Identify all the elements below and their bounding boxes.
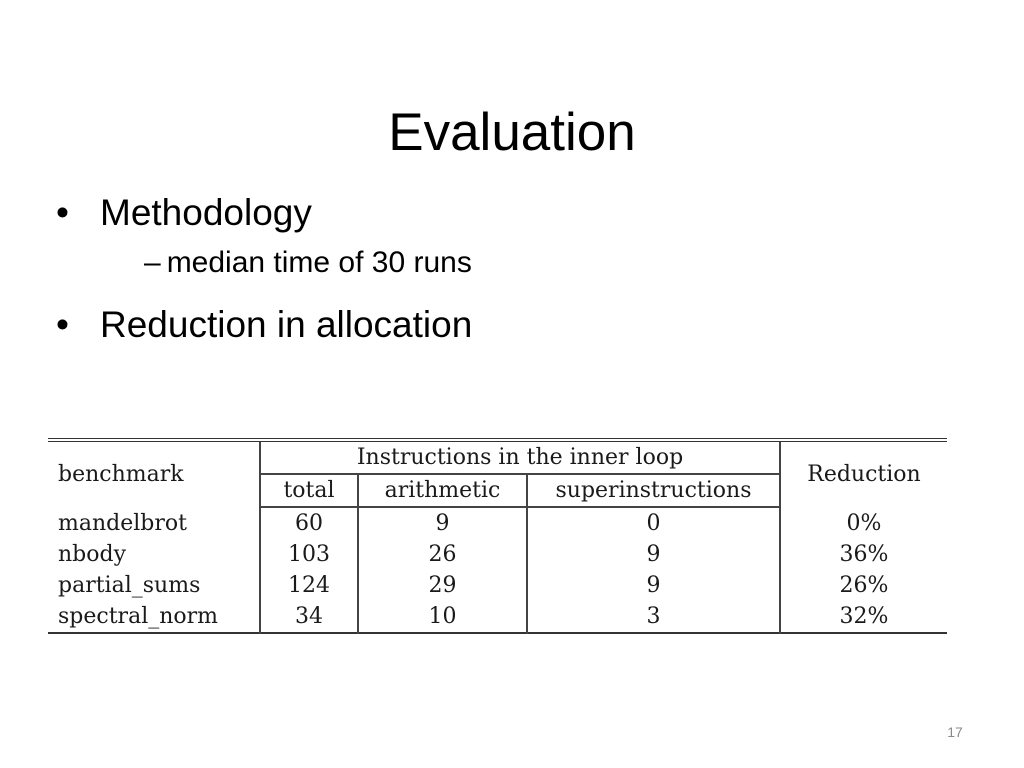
slide-title: Evaluation <box>388 102 636 162</box>
cell-reduction: 26% <box>839 573 889 598</box>
cell-reduction: 36% <box>839 542 889 567</box>
bullet-dot-icon: • <box>56 304 69 345</box>
table-row <box>48 539 947 570</box>
bullet-text: Methodology <box>100 192 312 233</box>
header-superinstructions: superinstructions <box>527 474 780 507</box>
header-arithmetic: arithmetic <box>358 474 527 507</box>
cell-superinstructions: 0 <box>527 507 780 539</box>
page-number: 17 <box>947 724 963 740</box>
sub-bullet-item <box>56 242 956 284</box>
table-row <box>48 601 947 633</box>
dash-icon: – <box>144 246 161 279</box>
header-reduction: Reduction <box>807 462 921 487</box>
cell-reduction: 0% <box>846 510 882 536</box>
table-row <box>48 507 947 539</box>
cell-superinstructions: 9 <box>527 570 780 601</box>
cell-benchmark: nbody <box>48 539 260 570</box>
header-instructions-group: Instructions in the inner loop <box>260 440 780 474</box>
cell-total: 34 <box>260 601 358 633</box>
cell-arithmetic: 29 <box>358 570 527 601</box>
cell-benchmark: partial_sums <box>48 570 260 601</box>
bullet-list <box>56 188 956 350</box>
table-header-row <box>48 440 947 474</box>
sub-bullet-text: median time of 30 runs <box>166 246 472 279</box>
table-row <box>48 570 947 601</box>
cell-total: 124 <box>260 570 358 601</box>
bullet-item <box>56 188 956 238</box>
cell-superinstructions: 3 <box>527 601 780 633</box>
cell-total: 60 <box>260 507 358 539</box>
cell-reduction: 32% <box>839 604 889 629</box>
cell-total: 103 <box>260 539 358 570</box>
results-table-container <box>48 438 947 634</box>
bullet-text: Reduction in allocation <box>100 304 473 345</box>
bullet-item <box>56 300 956 350</box>
cell-arithmetic: 10 <box>358 601 527 633</box>
results-table <box>48 438 947 634</box>
cell-arithmetic: 9 <box>358 507 527 539</box>
cell-superinstructions: 9 <box>527 539 780 570</box>
cell-arithmetic: 26 <box>358 539 527 570</box>
header-benchmark: benchmark <box>48 440 260 507</box>
cell-benchmark: mandelbrot <box>48 507 260 539</box>
cell-benchmark: spectral_norm <box>48 601 260 633</box>
bullet-dot-icon: • <box>56 192 69 233</box>
header-total: total <box>260 474 358 507</box>
